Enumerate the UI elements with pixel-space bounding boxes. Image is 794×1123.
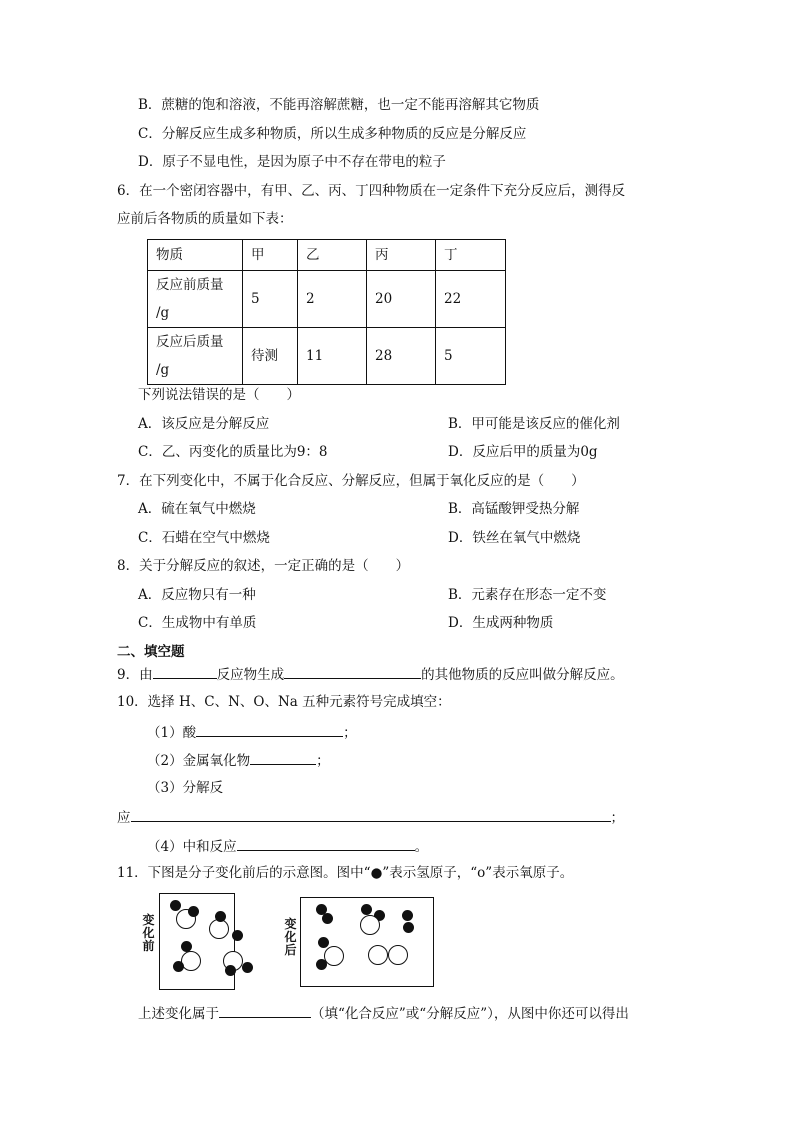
q5-option-c: C．分解反应生成多种物质，所以生成多种物质的反应是分解反应 xyxy=(138,126,527,142)
table-cell: 丙 xyxy=(367,240,436,271)
table-row-label xyxy=(148,328,243,385)
q10-blank-2[interactable] xyxy=(250,750,316,765)
q10-item-3-cont xyxy=(117,807,624,827)
q8-option-b: B．元素存在形态一定不变 xyxy=(448,587,607,603)
label-char: 变 xyxy=(142,913,155,927)
hydrogen-atom xyxy=(188,906,199,917)
table-cell: 5 xyxy=(243,271,298,328)
q8-option-d: D．生成两种物质 xyxy=(448,615,554,631)
table-header-row xyxy=(148,240,506,271)
table-cell: 22 xyxy=(436,271,506,328)
label-char: 后 xyxy=(284,943,297,957)
q10-blank-3[interactable] xyxy=(131,807,611,822)
q9-blank-1[interactable] xyxy=(153,664,217,679)
table-cell: 乙 xyxy=(298,240,367,271)
q5-option-b: B．蔗糖的饱和溶液，不能再溶解蔗糖，也一定不能再溶解其它物质 xyxy=(138,97,540,113)
q10-blank-4[interactable] xyxy=(237,836,415,851)
q5-option-d: D．原子不显电性，是因为原子中不存在带电的粒子 xyxy=(138,154,446,170)
q9-text-3: 的其他物质的反应叫做分解反应。 xyxy=(421,667,624,683)
q8-stem: 8．关于分解反应的叙述，一定正确的是（ ） xyxy=(117,558,410,574)
q10-blank-1[interactable] xyxy=(196,722,343,737)
table-row xyxy=(148,328,506,385)
hydrogen-atom xyxy=(170,900,181,911)
table-cell: 物质 xyxy=(148,240,243,271)
oxygen-atom xyxy=(324,946,344,966)
hydrogen-atom xyxy=(215,911,226,922)
q10-end-1: ； xyxy=(343,725,357,741)
hydrogen-atom xyxy=(181,941,192,952)
q7-option-d: D．铁丝在氧气中燃烧 xyxy=(448,530,581,546)
q6-option-c: C．乙、丙变化的质量比为9：8 xyxy=(138,444,328,460)
q9-line xyxy=(117,664,624,684)
oxygen-atom xyxy=(360,915,380,935)
label-char: 前 xyxy=(142,939,155,953)
hydrogen-atom xyxy=(361,904,372,915)
row-label-unit: /g xyxy=(156,362,170,378)
q11-stem: 11．下图是分子变化前后的示意图。图中“●”表示氢原子，“o”表示氧原子。 xyxy=(117,865,574,881)
label-before xyxy=(142,914,155,953)
hydrogen-atom xyxy=(173,961,184,972)
hydrogen-atom xyxy=(318,937,329,948)
table-row-label xyxy=(148,271,243,328)
table-cell: 28 xyxy=(367,328,436,385)
q10-label-2: （2）金属氧化物 xyxy=(147,753,251,769)
oxygen-atom xyxy=(368,945,388,965)
hydrogen-atom xyxy=(402,910,413,921)
table-cell: 待测 xyxy=(243,328,298,385)
q6-stem-line1: 6．在一个密闭容器中，有甲、乙、丙、丁四种物质在一定条件下充分反应后，测得反 xyxy=(117,183,626,199)
table-cell: 5 xyxy=(436,328,506,385)
q9-blank-2[interactable] xyxy=(284,664,421,679)
table-cell: 甲 xyxy=(243,240,298,271)
q10-label-4: （4）中和反应 xyxy=(147,839,237,855)
q6-question: 下列说法错误的是（ ） xyxy=(138,387,300,403)
q7-option-b: B．高锰酸钾受热分解 xyxy=(448,501,580,517)
q11-blank[interactable] xyxy=(219,1003,311,1018)
oxygen-atom xyxy=(181,951,201,971)
q11-text-2: （填“化合反应”或“分解反应”），从图中你还可以得出 xyxy=(311,1006,629,1022)
q7-stem: 7．在下列变化中，不属于化合反应、分解反应，但属于氧化反应的是（ ） xyxy=(117,473,585,489)
row-label-line: 反应前质量 xyxy=(156,277,224,293)
q10-item-2 xyxy=(147,750,330,770)
q10-item-1 xyxy=(147,722,357,742)
q8-option-a: A．反应物只有一种 xyxy=(138,587,256,603)
table-cell: 20 xyxy=(367,271,436,328)
hydrogen-atom xyxy=(403,922,414,933)
q9-text-1: 9．由 xyxy=(117,667,153,683)
section-title-fill-in: 二、填空题 xyxy=(117,644,185,660)
q6-mass-table xyxy=(147,239,506,385)
q10-stem: 10．选择 H、C、N、O、Na 五种元素符号完成填空： xyxy=(117,694,451,710)
hydrogen-atom xyxy=(242,962,253,973)
q10-label-1: （1）酸 xyxy=(147,725,197,741)
q6-option-b: B．甲可能是该反应的催化剂 xyxy=(448,416,620,432)
q10-end-2: ； xyxy=(316,753,330,769)
q10-item-4 xyxy=(147,836,428,856)
q8-option-c: C．生成物中有单质 xyxy=(138,615,257,631)
hydrogen-atom xyxy=(225,965,236,976)
table-row xyxy=(148,271,506,328)
oxygen-atom xyxy=(388,945,408,965)
q10-end-4: 。 xyxy=(414,839,429,855)
row-label-line: 反应后质量 xyxy=(156,334,224,350)
q6-option-d: D．反应后甲的质量为0g xyxy=(448,444,598,460)
hydrogen-atom xyxy=(232,930,243,941)
oxygen-atom xyxy=(209,919,229,939)
q6-option-a: A．该反应是分解反应 xyxy=(138,416,270,432)
q11-text-1: 上述变化属于 xyxy=(138,1006,219,1022)
q7-option-c: C．石蜡在空气中燃烧 xyxy=(138,530,270,546)
table-cell: 2 xyxy=(298,271,367,328)
label-char: 变 xyxy=(284,917,297,931)
table-cell: 11 xyxy=(298,328,367,385)
q10-item-3: （3）分解反 xyxy=(147,780,224,796)
row-label-unit: /g xyxy=(156,305,170,321)
q6-stem-line2: 应前后各物质的质量如下表： xyxy=(117,211,293,227)
label-char: 化 xyxy=(142,926,155,940)
q10-end-3: ； xyxy=(610,810,624,826)
q9-text-2: 反应物生成 xyxy=(216,667,285,683)
q11-answer-line xyxy=(138,1003,629,1023)
label-char: 化 xyxy=(284,930,297,944)
q10-label-3b: 应 xyxy=(117,810,131,826)
label-after xyxy=(284,918,297,957)
q7-option-a: A．硫在氧气中燃烧 xyxy=(138,501,256,517)
table-cell: 丁 xyxy=(436,240,506,271)
hydrogen-atom xyxy=(322,913,333,924)
